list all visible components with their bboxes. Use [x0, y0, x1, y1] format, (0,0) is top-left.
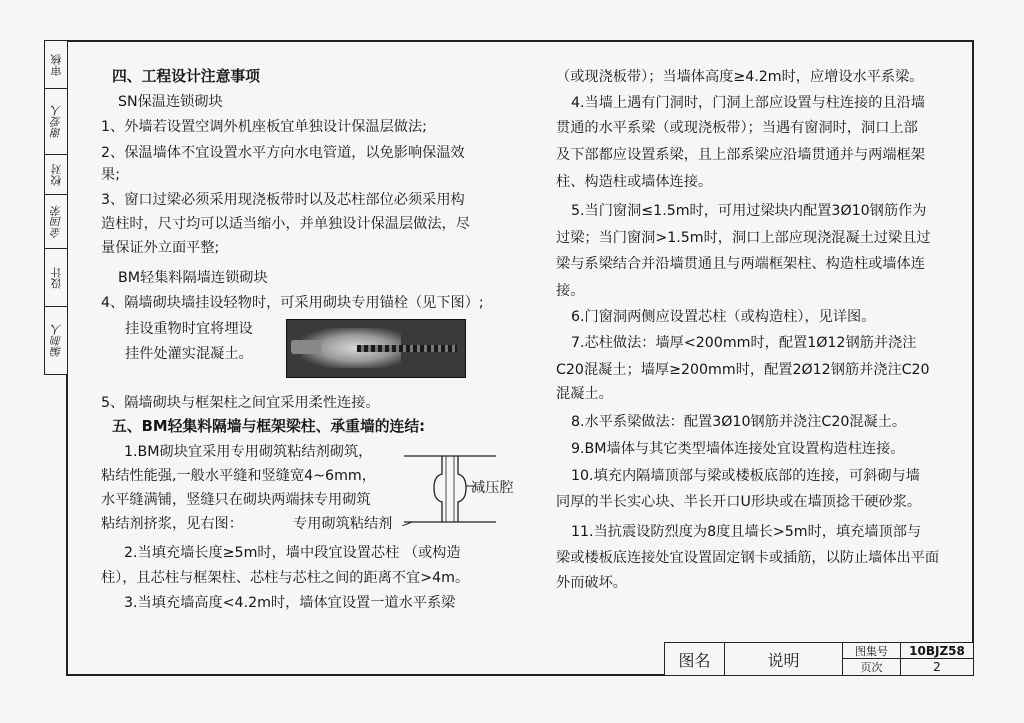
text-line: 10.填充内隔墙顶部与梁或楼板底部的连接，可斜砌与墙: [571, 468, 920, 484]
sidebar-label-review: 审核: [49, 53, 63, 76]
sidebar-label-check: 校对: [49, 163, 63, 186]
section5-title: 五、BM轻集料隔墙与框架梁柱、承重墙的连结:: [112, 418, 426, 435]
text-line: 及下部都应设置系梁，且上部系梁应沿墙贯通并与两端框架: [556, 147, 925, 163]
item4-line: 4、隔墙砌块墙挂设轻物时，可采用砌块专用锚栓（见下图）;: [101, 295, 484, 311]
text-line: 11.当抗震设防烈度为8度且墙长>5m时，填充墙顶部与: [571, 524, 922, 540]
atlas-number: 10BJZ58: [901, 643, 973, 659]
text-line: 5.当门窗洞≤1.5m时，可用过梁块内配置3Ø10钢筋作为: [571, 203, 927, 219]
item5-line: 5、隔墙砌块与框架柱之间宜采用柔性连接。: [101, 395, 380, 411]
bm-block-title: BM轻集料隔墙连锁砌块: [118, 270, 268, 286]
text-line: 粘结剂挤浆，见右图：: [101, 516, 243, 532]
sidebar-cell-review: [45, 41, 67, 89]
diagram-label-adhesive: 专用砌筑粘结剂: [293, 516, 393, 532]
text-line: 7.芯柱做法：墙厚<200mm时，配置1Ø12钢筋并浇注: [571, 335, 917, 351]
text-line: 1、外墙若设置空调外机座板宜单独设计保温层做法;: [101, 119, 427, 135]
text-line: 1.BM砌块宜采用专用砌筑粘结剂砌筑，: [124, 444, 373, 460]
text-line: 9.BM墙体与其它类型墙体连接处宜设置构造柱连接。: [571, 441, 905, 457]
text-line: 柱），且芯柱与框架柱、芯柱与芯柱之间的距离不宜>4m。: [101, 570, 470, 586]
text-line: 量保证外立面平整;: [101, 240, 220, 256]
sidebar-cell-designer-signature: [45, 307, 67, 374]
page-number-label: 页次: [843, 659, 901, 675]
sidebar-label-design: 设计: [49, 266, 63, 289]
text-line: 梁或楼板底连接处宜设置固定钢卡或插筋，以防止墙体出平面: [556, 550, 940, 566]
text-line: 柱、构造柱或墙体连接。: [556, 174, 713, 190]
drawing-name-label: 图名: [665, 643, 725, 675]
designer-signature: 编制人: [49, 324, 63, 357]
text-line: 2.当填充墙长度≥5m时，墙中段宜设置芯柱 （或构造: [124, 545, 461, 561]
text-line: 果;: [101, 167, 120, 183]
text-line: 水平缝满铺，竖缝只在砌块两端抹专用砌筑: [101, 492, 371, 508]
text-line: 梁与系梁结合并沿墙贯通且与两端框架柱、构造柱或墙体连: [556, 256, 925, 272]
text-line: 2、保温墙体不宜设置水平方向水电管道，以免影响保温效: [101, 145, 465, 161]
text-line: 4.当墙上遇有门洞时，门洞上部应设置与柱连接的且沿墙: [571, 95, 926, 111]
text-line: 外而破坏。: [556, 575, 627, 591]
text-line: 3、窗口过梁必须采用现浇板带时以及芯柱部位必须采用构: [101, 192, 465, 208]
text-line: （或现浇板带）；当墙体高度≥4.2m时，应增设水平系梁。: [556, 69, 924, 85]
diagram-label-pressure: 减压腔: [471, 480, 514, 496]
item4-line: 挂设重物时宜将埋设: [125, 321, 253, 337]
drawing-name: 说明: [725, 643, 843, 675]
text-line: 6.门窗洞两侧应设置芯柱（或构造柱），见详图。: [571, 309, 876, 325]
sidebar-cell-check: [45, 155, 67, 195]
anchor-bolt-photo: [286, 319, 466, 378]
text-line: 造柱时，尺寸均可以适当缩小，并单独设计保温层做法，尽: [101, 216, 470, 232]
sn-block-title: SN保温连锁砌块: [118, 94, 223, 110]
section4-title: 四、工程设计注意事项: [112, 68, 260, 85]
text-line: 同厚的半长实心块、半长开口U形块或在墙顶捻干硬砂浆。: [556, 494, 922, 510]
sidebar-cell-checker-signature: [45, 195, 67, 249]
reviewer-signature: 谢爱人: [49, 105, 63, 138]
sidebar-cell-design: [45, 249, 67, 307]
title-block: [664, 642, 974, 676]
text-line: 贯通的水平系梁（或现浇板带）；当遇有窗洞时，洞口上部: [556, 120, 918, 136]
text-line: C20混凝土；墙厚≥200mm时，配置2Ø12钢筋并浇注C20: [556, 362, 930, 378]
item4-line: 挂件处灌实混凝土。: [125, 346, 253, 362]
text-line: 混凝土。: [556, 386, 613, 402]
text-line: 过梁；当门窗洞>1.5m时，洞口上部应现浇混凝土过梁且过: [556, 230, 931, 246]
text-line: 8.水平系梁做法：配置3Ø10钢筋并浇注C20混凝土。: [571, 414, 907, 430]
atlas-number-label: 图集号: [843, 643, 901, 659]
page-number: 2: [933, 660, 941, 674]
sidebar-cell-reviewer-signature: [45, 89, 67, 155]
signature-strip: [44, 40, 68, 375]
text-line: 3.当填充墙高度<4.2m时，墙体宜设置一道水平系梁: [124, 595, 456, 611]
text-line: 接。: [556, 283, 585, 299]
checker-signature: 金国荣: [49, 205, 63, 238]
text-line: 粘结性能强,一般水平缝和竖缝宽4~6mm，: [101, 468, 376, 484]
